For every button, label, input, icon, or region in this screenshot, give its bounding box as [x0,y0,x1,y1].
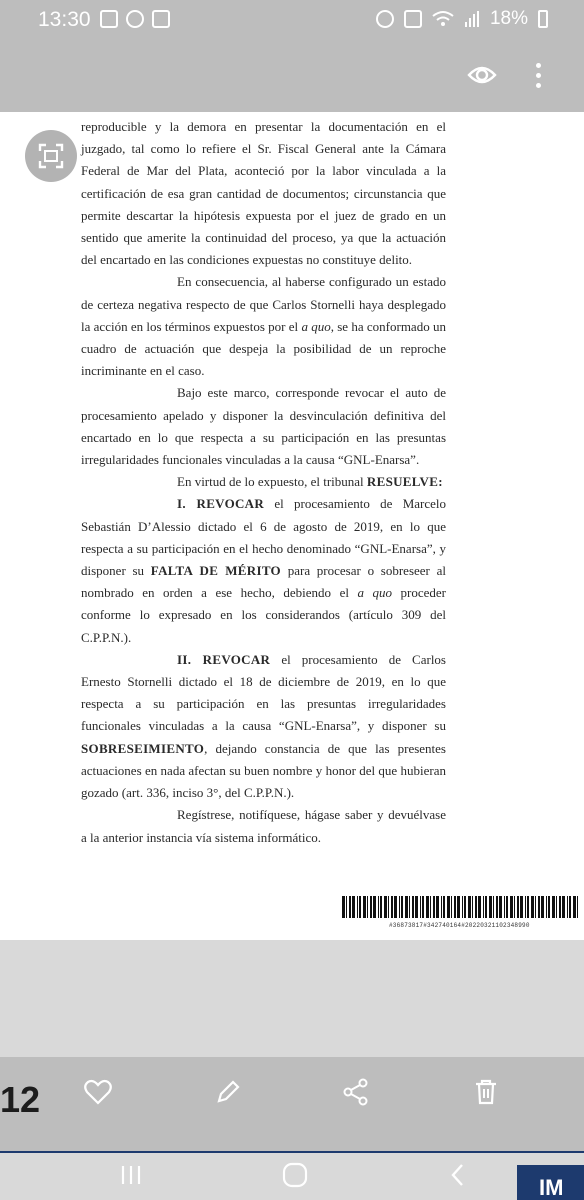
signal-icon [464,10,480,28]
wifi-icon [432,10,454,28]
edit-icon [214,1078,242,1106]
bottom-toolbar [0,1057,584,1151]
alarm-icon [376,10,394,28]
notification-icon [126,10,144,28]
paragraph-4: En virtud de lo expuesto, el tribunal RESUELVE: [177,474,443,490]
top-bar [0,0,584,112]
favorite-button[interactable] [81,1075,115,1109]
system-nav-bar [0,1151,584,1200]
scan-text-button[interactable] [25,130,77,182]
scan-icon [38,143,64,169]
battery-percent: 18% [489,8,528,29]
more-vert-icon [536,63,541,68]
paragraph-5: Regístrese, notifíquese, hágase saber y devuélvase a la anterior instancia vía sistema informático. [81,807,446,845]
more-options-button[interactable] [528,58,548,92]
resolution-2: II. REVOCAR el procesamiento de Carlos Ernesto Stornelli dictado el 18 de diciembre de 2019, en lo que respecta a su participación en las presuntas irregularidades funcionales vinculadas a la causa “GNL-Enarsa”, y disponer su SOBRESEIMIENTO, dejando constancia de que las presentes actuaciones en nada afectan su buen nombre y honor del que hubieran gozado (art. 336, inciso 3°, del C.P.P.N.). [81,651,446,801]
barcode-number: #36873817#342740164#20220321102348990 [389,922,530,929]
status-time: 13:30 [38,8,91,31]
edit-button[interactable] [211,1075,245,1109]
paragraph-1: reproducible y la demora en presentar la documentación en el juzgado, tal como lo refiere el Sr. Fiscal General ante la Cámara Federal de Mar del Plata, aconteció por la labor vinculada a la certificación de esa gran cantidad de documentos; circunstancia que permite descartar la hipótesis expuesta por el juez de grado en un sentido que amerite la continuidad del proceso, ya que la actuación del encartado en las condiciones expuestas no constituye delito. [81,119,446,268]
paragraph-2: En consecuencia, al haberse configurado un estado de certeza negativa respecto de que Carlos Stornelli haya desplegado la acción en los términos expuestos por el a quo, se ha conformado un cuadro de actuación que despeja la posibilidad de un reproche incriminante en el caso. [81,274,446,379]
nfc-icon [404,10,422,28]
status-icons-left [100,10,170,28]
document-text [81,116,446,849]
paragraph-3: Bajo este marco, corresponde revocar el auto de procesamiento apelado y disponer la desvinculación definitiva del encartado en lo que respecta a su participación en las presuntas irregularidades funcionales vinculadas a la causa “GNL-Enarsa”. [81,385,446,468]
back-button[interactable] [443,1161,473,1189]
sim-icon [100,10,118,28]
page-number: 12 [0,1079,41,1120]
recents-icon [119,1163,143,1187]
home-button[interactable] [280,1161,310,1189]
document-page [0,112,584,940]
corner-badge: IM [517,1165,584,1200]
resolution-1: I. REVOCAR el procesamiento de Marcelo Sebastián D’Alessio dictado el 6 de agosto de 2019, en lo que respecta a su participación en el hecho denominado “GNL-Enarsa”, y disponer su FALTA DE MÉRITO para procesar o sobreseer al nombrado en orden a ese hecho, debiendo el a quo proceder conforme lo expresado en los considerandos (artículo 309 del C.P.P.N.). [81,496,447,645]
delete-icon [473,1078,499,1106]
view-mode-button[interactable] [465,58,499,92]
heart-icon [84,1079,112,1105]
share-icon [342,1078,370,1106]
photo-icon [152,10,170,28]
delete-button[interactable] [469,1075,503,1109]
home-icon [282,1162,308,1188]
status-icons-right [376,8,548,30]
share-button[interactable] [339,1075,373,1109]
eye-icon [467,64,497,86]
battery-icon [538,10,548,28]
back-icon [448,1163,468,1187]
recents-button[interactable] [116,1161,146,1189]
